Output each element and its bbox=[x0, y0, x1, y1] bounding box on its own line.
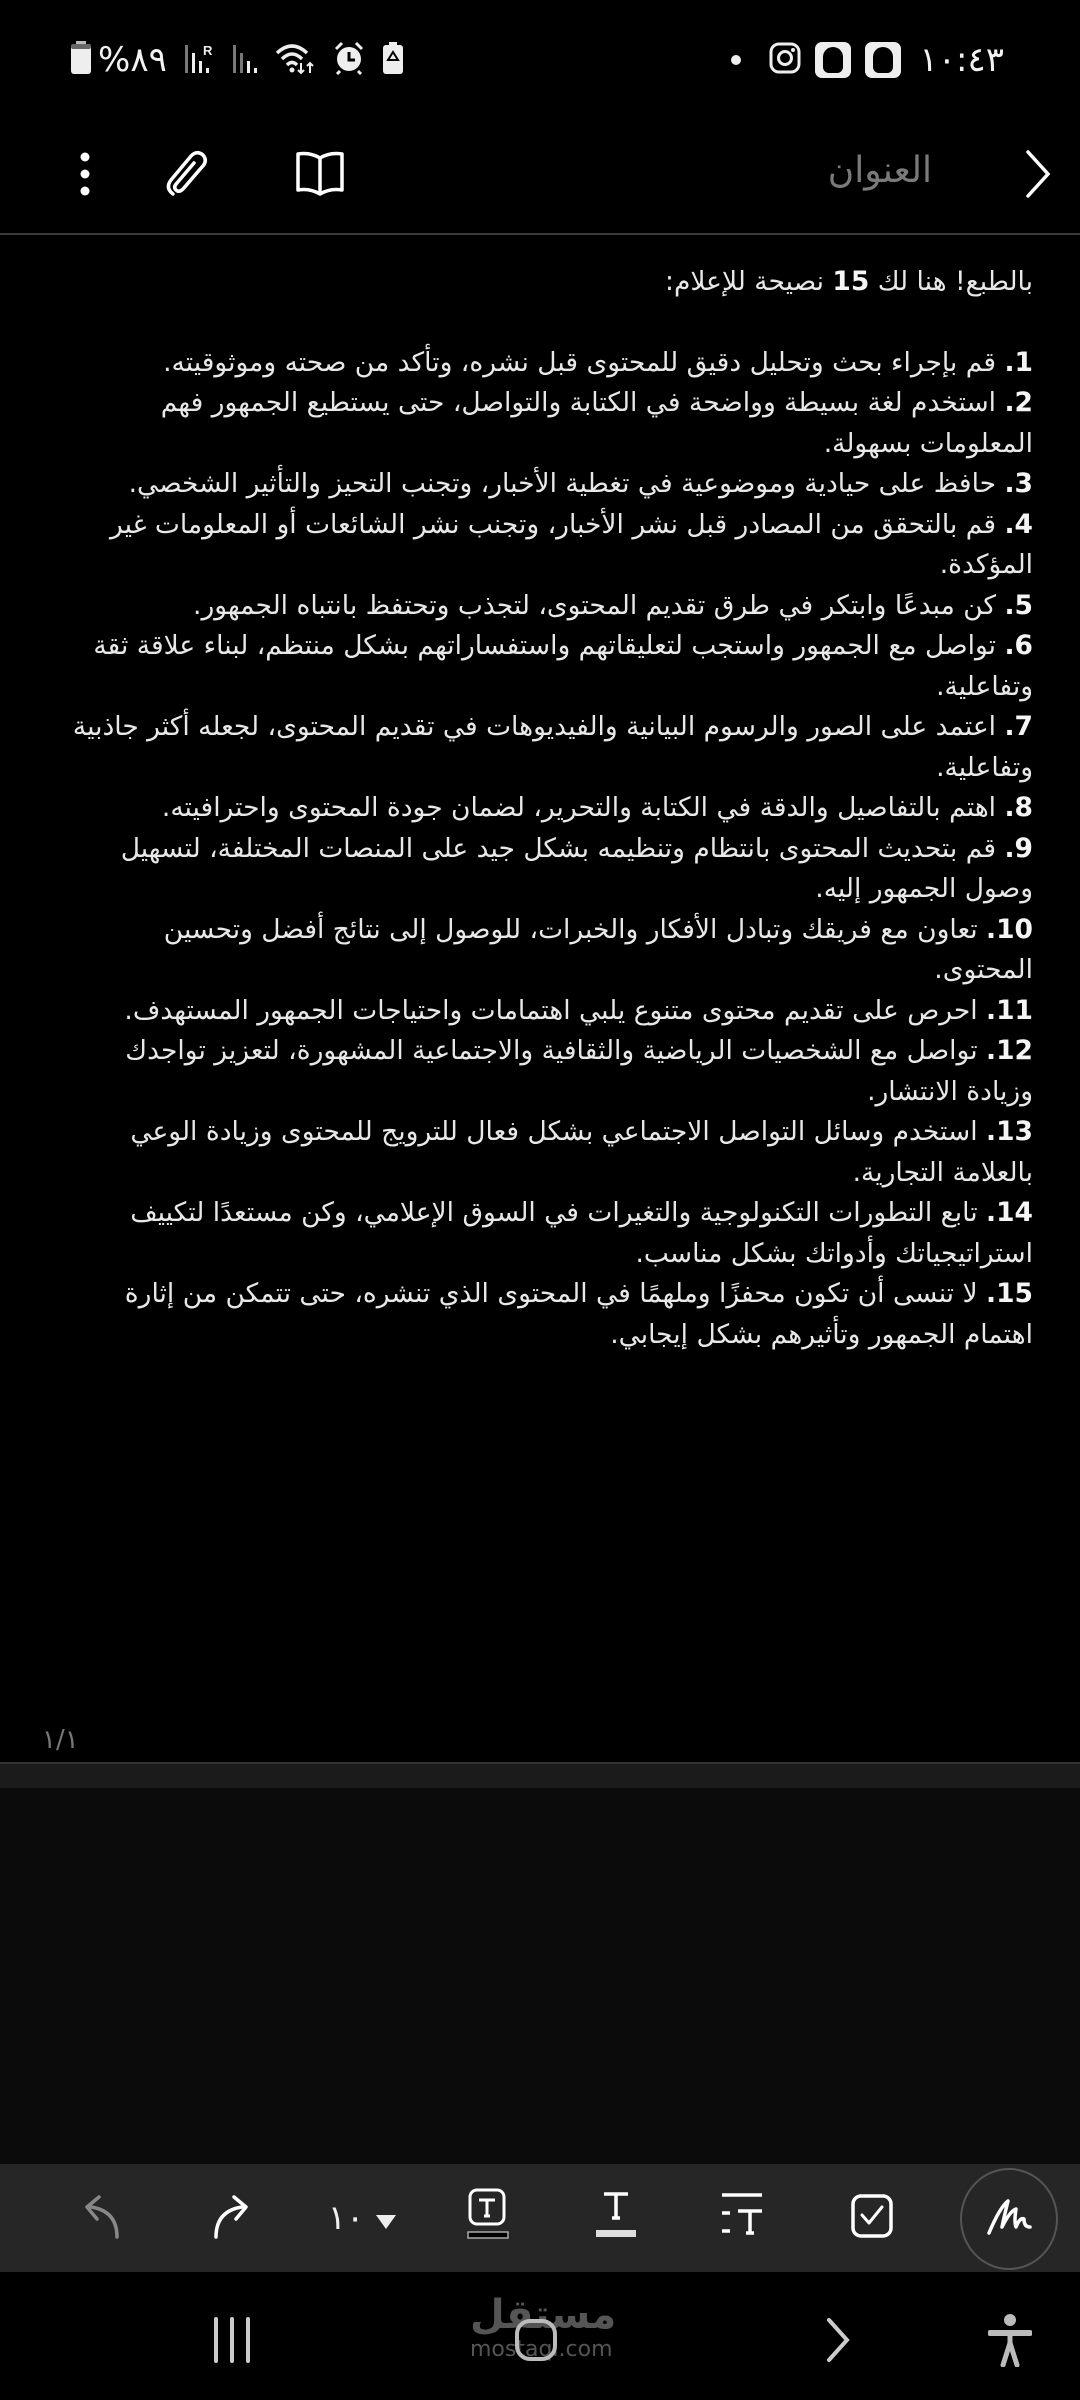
dropdown-triangle-icon bbox=[376, 2198, 396, 2238]
attach-button[interactable] bbox=[156, 146, 216, 206]
list-item: 7. اعتمد على الصور والرسوم البيانية والفيديوهات في تقديم المحتوى، لجعله أكثر جاذبية وتفاعلية. bbox=[72, 711, 1033, 783]
home-button[interactable] bbox=[496, 2302, 576, 2382]
more-options-button[interactable] bbox=[55, 146, 115, 206]
clock: ١٠:٤٣ bbox=[919, 40, 1004, 80]
list-item: 6. تواصل مع الجمهور واستجب لتعليقاتهم واستفساراتهم بشكل منتظم، لبناء علاقة ثقة وتفاعلية. bbox=[93, 630, 1033, 702]
font-size-value: ١٠ bbox=[327, 2198, 365, 2238]
list-item: 11. احرص على تقديم محتوى متنوع يلبي اهتمامات واحتياجات الجمهور المستهدف. bbox=[124, 994, 1033, 1026]
title-input[interactable]: العنوان bbox=[827, 150, 932, 191]
notification-dot-icon bbox=[731, 55, 741, 65]
signal-icon bbox=[231, 41, 259, 79]
checkbox-icon bbox=[850, 2193, 894, 2243]
signal-roaming-icon bbox=[183, 41, 215, 79]
undo-icon bbox=[77, 2191, 127, 2245]
book-icon bbox=[294, 150, 346, 202]
alarm-icon bbox=[333, 41, 365, 79]
formatting-toolbar bbox=[0, 2164, 1080, 2272]
reading-mode-button[interactable] bbox=[290, 146, 350, 206]
list-item: 4. قم بالتحقق من المصادر قبل نشر الأخبار، وتجنب نشر الشائعات أو المعلومات غير المؤكدة. bbox=[109, 508, 1033, 580]
list-item: 10. تعاون مع فريقك وتبادل الأفكار والخبرات، للوصول إلى نتائج أفضل وتحسين المحتوى. bbox=[163, 913, 1033, 985]
list-item: 1. قم بإجراء بحث وتحليل دقيق للمحتوى قبل نشره، وتأكد من صحته وموثوقيته. bbox=[163, 346, 1033, 378]
mostaql-watermark: مستقل mostaql.com bbox=[470, 2292, 617, 2362]
list-item: 9. قم بتحديث المحتوى بانتظام وتنظيمه بشكل جيد على المنصات المختلفة، لتسهيل وصول الجمهور إليه. bbox=[120, 832, 1033, 904]
battery-percent: %٨٩ bbox=[98, 40, 167, 80]
text-style-button[interactable] bbox=[706, 2182, 778, 2254]
wifi-icon bbox=[275, 41, 317, 79]
app-notification-icon bbox=[865, 42, 901, 78]
status-bar bbox=[0, 0, 1080, 120]
page-separator bbox=[0, 1762, 1080, 1790]
intro-line: بالطبع! هنا لك 15 نصيحة للإعلام: bbox=[665, 266, 1033, 297]
list-item: 14. تابع التطورات التكنولوجية والتغيرات في السوق الإعلامي، وكن مستعدًا لتكييف استراتيجياتك وأدواتك بشكل مناسب. bbox=[130, 1197, 1033, 1269]
recent-apps-icon bbox=[210, 2317, 254, 2367]
header-divider bbox=[0, 233, 1080, 235]
system-navigation-bar bbox=[0, 2272, 1080, 2400]
text-color-button[interactable] bbox=[580, 2182, 652, 2254]
note-body[interactable] bbox=[58, 262, 1033, 1355]
chevron-right-icon bbox=[1024, 149, 1052, 203]
recent-apps-button[interactable] bbox=[192, 2302, 272, 2382]
list-item: 3. حافظ على حيادية وموضوعية في تغطية الأخبار، وتجنب التحيز والتأثير الشخصي. bbox=[128, 468, 1033, 499]
text-color-icon bbox=[594, 2188, 638, 2248]
list-item: 12. تواصل مع الشخصيات الرياضية والثقافية والاجتماعية المشهورة، لتعزيز تواجدك وزيادة الانتشار. bbox=[125, 1035, 1033, 1107]
back-icon bbox=[825, 2317, 851, 2367]
app-notification-icon bbox=[815, 42, 851, 78]
more-vertical-icon bbox=[79, 151, 91, 201]
battery-saver-icon bbox=[381, 41, 405, 79]
redo-icon bbox=[206, 2191, 256, 2245]
page-indicator: ١/١ bbox=[42, 1725, 79, 1755]
text-background-button[interactable] bbox=[452, 2182, 524, 2254]
back-button[interactable] bbox=[1008, 146, 1068, 206]
checklist-button[interactable] bbox=[836, 2182, 908, 2254]
svg-text:R: R bbox=[202, 43, 213, 58]
empty-page-area[interactable] bbox=[0, 1788, 1080, 2164]
accessibility-button[interactable] bbox=[970, 2302, 1050, 2382]
undo-button[interactable] bbox=[66, 2182, 138, 2254]
battery-icon bbox=[70, 41, 92, 79]
text-background-icon bbox=[466, 2188, 510, 2248]
list-item: 2. استخدم لغة بسيطة وواضحة في الكتابة والتواصل، حتى يستطيع الجمهور فهم المعلومات بسهولة. bbox=[160, 387, 1033, 459]
home-icon bbox=[513, 2317, 559, 2367]
status-notifications bbox=[731, 40, 1004, 80]
handwriting-pen-icon bbox=[986, 2197, 1032, 2241]
list-item: 8. اهتم بالتفاصيل والدقة في الكتابة والتحرير، لضمان جودة المحتوى واحترافيته. bbox=[161, 792, 1033, 823]
instagram-icon bbox=[769, 42, 801, 78]
font-size-select[interactable] bbox=[322, 2182, 402, 2254]
redo-button[interactable] bbox=[195, 2182, 267, 2254]
accessibility-icon bbox=[988, 2313, 1032, 2371]
handwriting-button[interactable] bbox=[960, 2168, 1058, 2270]
list-item: 13. استخدم وسائل التواصل الاجتماعي بشكل فعال للترويج للمحتوى وزيادة الوعي بالعلامة التجارية. bbox=[130, 1116, 1033, 1188]
note-header bbox=[0, 120, 1080, 232]
back-nav-button[interactable] bbox=[798, 2302, 878, 2382]
text-style-icon bbox=[720, 2191, 764, 2245]
list-item: 5. كن مبدعًا وابتكر في طرق تقديم المحتوى، لتجذب وتحتفظ بانتباه الجمهور. bbox=[193, 589, 1033, 621]
paperclip-icon bbox=[161, 148, 211, 204]
list-item: 15. لا تنسى أن تكون محفزًا وملهمًا في المحتوى الذي تنشره، حتى تتمكن من إثارة اهتمام الجمهور وتأثيرهم بشكل إيجابي. bbox=[124, 1278, 1033, 1350]
status-system-icons bbox=[70, 40, 405, 80]
